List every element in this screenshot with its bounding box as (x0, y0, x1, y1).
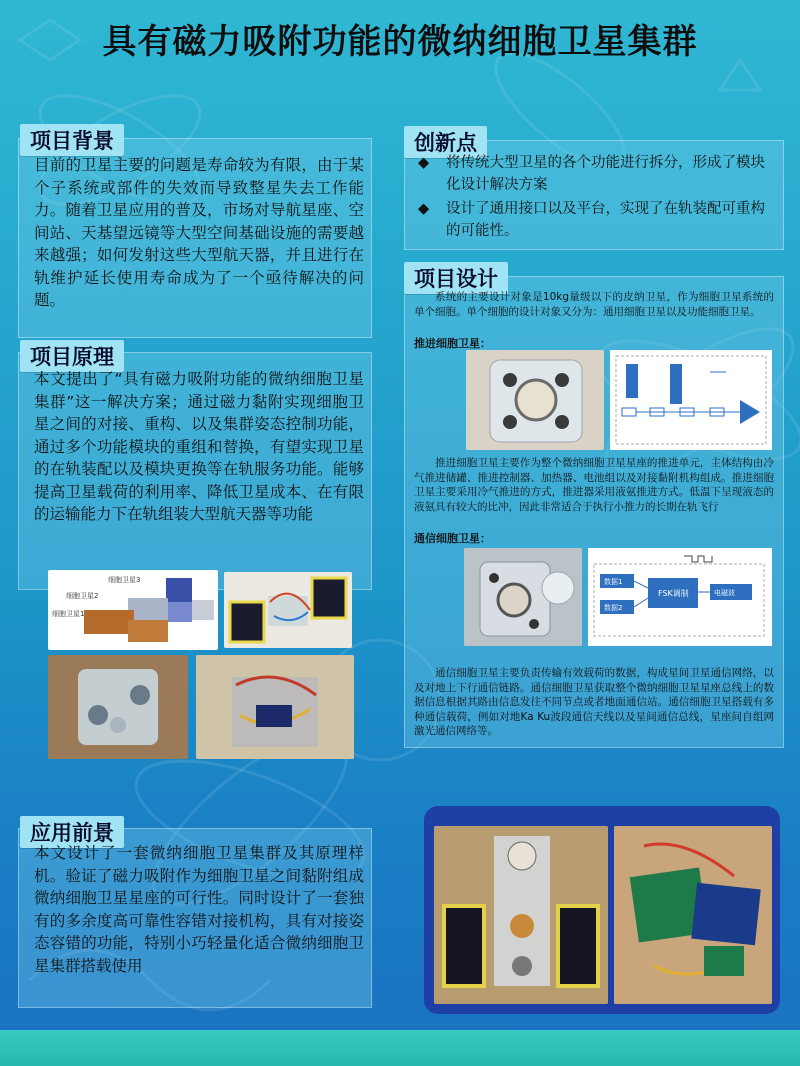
innovation-bullet-1 (418, 152, 778, 196)
design-intro: 系统的主要设计对象是10kg量级以下的皮纳卫星，作为细胞卫星系统的单个细胞。单个细胞的设计对象又分为：通用细胞卫星以及功能细胞卫星。 (414, 291, 774, 318)
bottom-bar (0, 1030, 800, 1066)
assembled-prototype-photo (434, 826, 608, 1004)
diamond-bullet-icon: ◆ (418, 201, 430, 217)
innovation-heading: 创新点 (404, 126, 487, 158)
cad-label-1: 细胞卫星3 (108, 576, 141, 584)
application-heading: 应用前景 (20, 816, 124, 848)
background-body: 目前的卫星主要的问题是寿命较为有限，由于某个子系统或部件的失效而导致整星失去工作能力。随着卫星应用的普及，市场对导航星座、空间站、天基望远镜等大型空间基础设施的需要越来越强；如何发射这些大型航天器，并且进行在轨维护延长使用寿命成为了一个亟待解决的问题。 (34, 156, 364, 309)
comm-satellite-photo (464, 548, 582, 646)
comm-text: 通信细胞卫星主要负责传输有效载荷的数据，构成星间卫星通信网络，以及对地上下行通信链路。通信细胞卫星获取整个微纳细胞卫星星座总线上的数据信息根据其路由信息发往不同节点或者地面通信站。通信细胞卫星搭载有多种通信载荷，例如对地Ka Ku波段通信天线以及星间通信总线，星座间自组网激光通信网络等。 (414, 667, 774, 737)
prototype-photo-solar-panels (224, 572, 352, 648)
propulsion-block-diagram (610, 350, 772, 450)
background-heading: 项目背景 (20, 124, 124, 156)
propulsion-satellite-photo (466, 350, 604, 450)
diamond-bullet-icon: ◆ (418, 155, 430, 171)
comm-block-diagram (588, 548, 772, 646)
principle-heading: 项目原理 (20, 340, 124, 372)
poster-title: 具有磁力吸附功能的微纳细胞卫星集群 (102, 22, 698, 62)
propulsion-label: 推进细胞卫星： (414, 337, 491, 350)
design-heading: 项目设计 (404, 262, 508, 294)
propulsion-text: 推进细胞卫星主要作为整个微纳细胞卫星星座的推进单元，主体结构由冷气推进储罐、推进控制器、加热器、电池组以及对接黏附机构组成。推进细胞卫星主要采用冷气推进的方式，推进器采用液氨推进方式。低温下呈现液态的液氨具有较大的比冲，因此非常适合于执行小推力的长期在轨飞行 (414, 457, 774, 513)
innovation-bullet-text: 设计了通用接口以及平台，实现了在轨装配可重构的可能性。 (446, 201, 765, 239)
comm-diagram-box3: FSK调制 (658, 589, 689, 598)
innovation-bullet-2 (418, 198, 778, 242)
comm-diagram-box1: 数据1 (604, 578, 623, 586)
prototype-photo-electronics (196, 655, 354, 759)
cell-satellite-cad-render (48, 570, 218, 650)
comm-diagram-box4: 电磁波 (714, 589, 735, 597)
cad-label-3: 细胞卫星1 (52, 610, 85, 618)
innovation-bullet-text: 将传统大型卫星的各个功能进行拆分，形成了模块化设计解决方案 (446, 155, 765, 193)
prototype-photo-cube (48, 655, 188, 759)
comm-diagram-box2: 数据2 (604, 604, 623, 612)
application-body: 本文设计了一套微纳细胞卫星集群及其原理样机。验证了磁力吸附作为细胞卫星之间黏附组成微纳细胞卫星星座的可行性。同时设计了一套独有的多余度高可靠性容错对接机构，具有对接姿态容错的功能，特别小巧轻量化适合微纳细胞卫星集群搭载使用 (34, 844, 364, 975)
circuit-board-photo (614, 826, 772, 1004)
comm-label: 通信细胞卫星： (414, 532, 491, 545)
principle-body: 本文提出了“具有磁力吸附功能的微纳细胞卫星集群”这一解决方案；通过磁力黏附实现细胞卫星之间的对接、重构、以及集群姿态控制功能，通过多个功能模块的重组和替换，有望实现卫星的在轨装配以及模块更换等在轨服务功能。能够提高卫星载荷的利用率、降低卫星成本、在有限的运输能力下在轨组装大型航天器等功能 (34, 370, 364, 523)
cad-label-2: 细胞卫星2 (66, 592, 99, 600)
